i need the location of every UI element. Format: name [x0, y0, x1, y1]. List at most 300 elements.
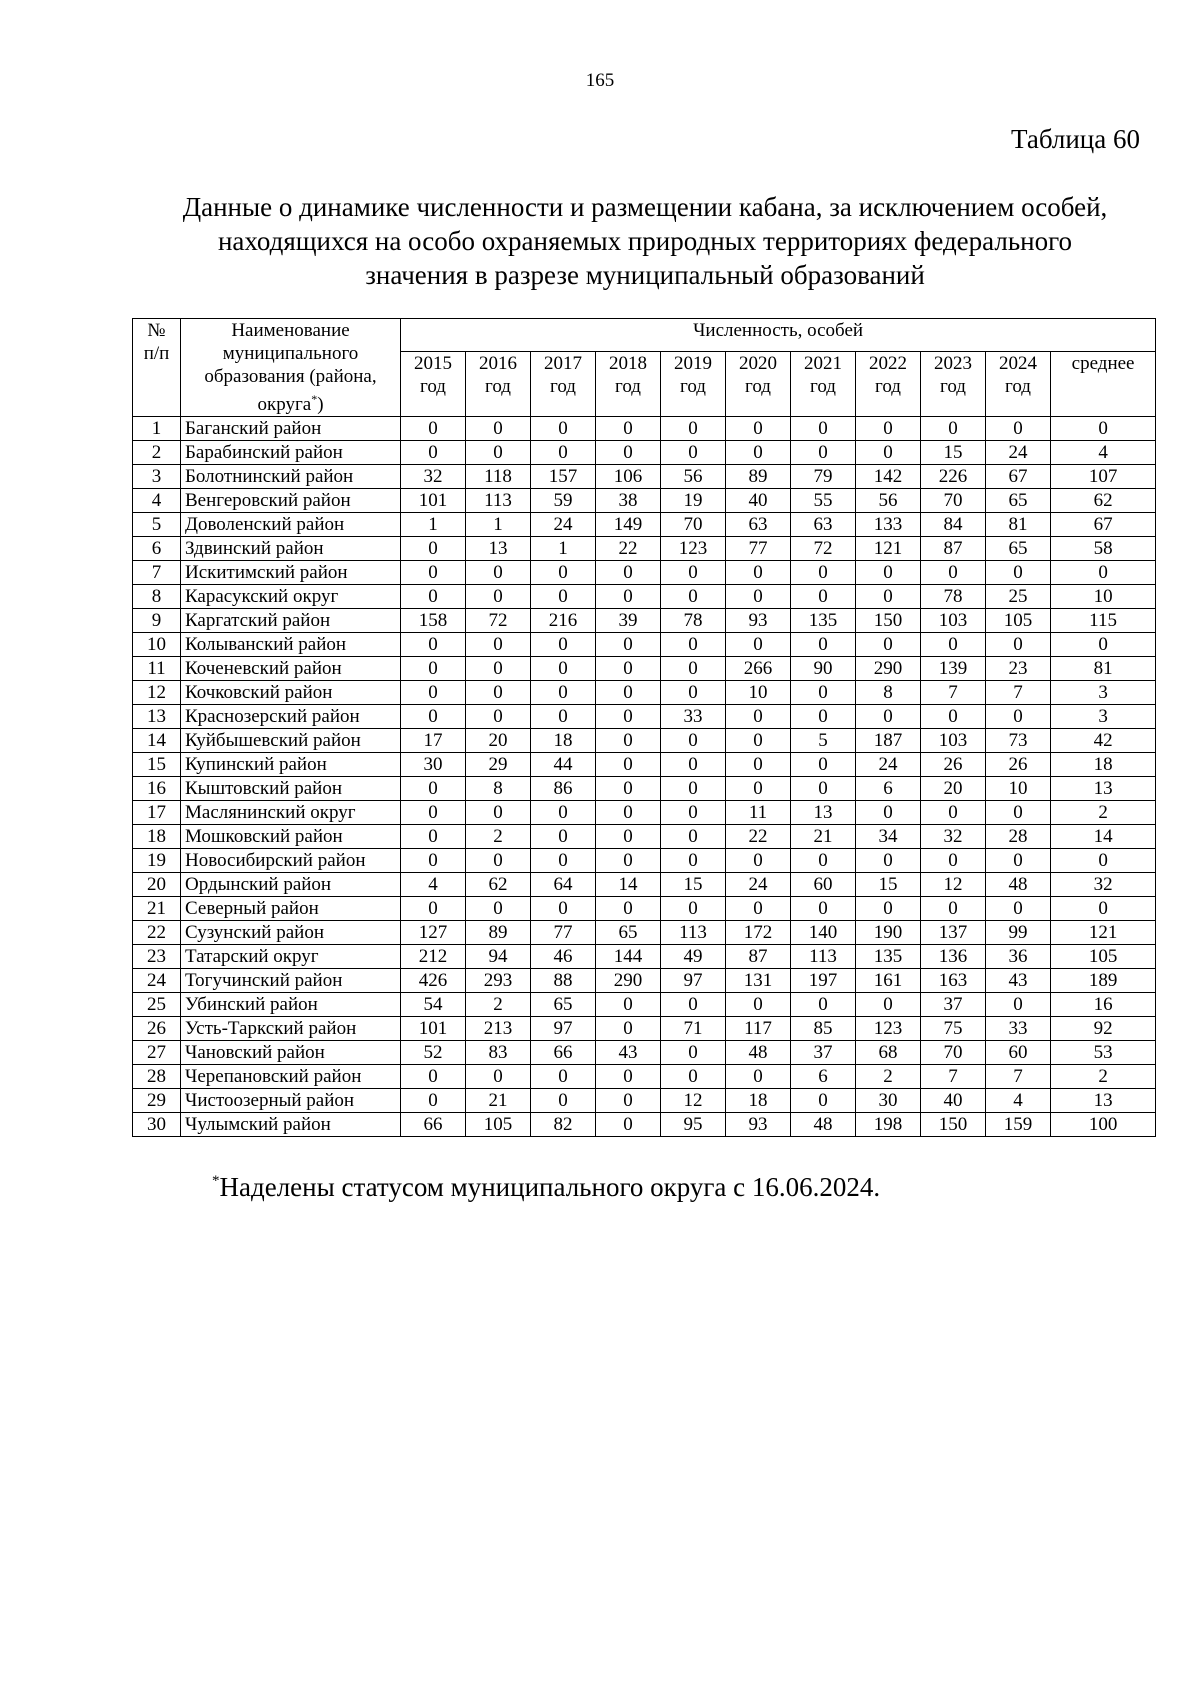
count-cell: 87: [921, 537, 986, 561]
count-cell: 39: [596, 609, 661, 633]
count-cell: 68: [856, 1041, 921, 1065]
count-cell: 0: [596, 705, 661, 729]
average-cell: 18: [1051, 753, 1156, 777]
count-cell: 52: [401, 1041, 466, 1065]
header-year-value: 2021: [804, 353, 842, 375]
count-cell: 0: [856, 801, 921, 825]
row-number: 9: [133, 609, 181, 633]
count-cell: 150: [921, 1113, 986, 1137]
district-name: Краснозерский район: [181, 705, 401, 729]
count-cell: 6: [856, 777, 921, 801]
average-cell: 100: [1051, 1113, 1156, 1137]
table-title-line: находящихся на особо охраняемых природных территориях федерального: [217, 226, 1073, 256]
table-row: [133, 777, 1156, 801]
count-cell: 0: [986, 897, 1051, 921]
count-cell: 0: [466, 801, 531, 825]
count-cell: 65: [596, 921, 661, 945]
header-year-unit: год: [485, 376, 511, 398]
average-cell: 0: [1051, 417, 1156, 441]
header-name-close: ): [317, 394, 324, 415]
average-cell: 16: [1051, 993, 1156, 1017]
footnote-text: Наделены статусом муниципального округа с 16.06.2024.: [219, 1172, 881, 1202]
header-year-value: 2022: [869, 353, 907, 375]
district-name: Чановский район: [181, 1041, 401, 1065]
row-number: 7: [133, 561, 181, 585]
count-cell: 32: [401, 465, 466, 489]
count-cell: 0: [596, 777, 661, 801]
row-number: 3: [133, 465, 181, 489]
count-cell: 0: [661, 585, 726, 609]
count-cell: 48: [726, 1041, 791, 1065]
count-cell: 54: [401, 993, 466, 1017]
table-row: [133, 825, 1156, 849]
row-number: 6: [133, 537, 181, 561]
count-cell: 0: [986, 801, 1051, 825]
count-cell: 0: [466, 681, 531, 705]
header-name: [181, 319, 401, 417]
count-cell: 0: [401, 681, 466, 705]
count-cell: 216: [531, 609, 596, 633]
count-cell: 0: [791, 633, 856, 657]
count-cell: 0: [596, 993, 661, 1017]
table-row: [133, 897, 1156, 921]
district-name: Убинский район: [181, 993, 401, 1017]
count-cell: 0: [726, 705, 791, 729]
district-name: Баганский район: [181, 417, 401, 441]
count-cell: 0: [531, 1089, 596, 1113]
count-cell: 7: [921, 1065, 986, 1089]
table-row: [133, 705, 1156, 729]
header-year: [401, 352, 466, 417]
district-name: Черепановский район: [181, 1065, 401, 1089]
count-cell: 1: [401, 513, 466, 537]
count-cell: 11: [726, 801, 791, 825]
count-cell: 2: [466, 825, 531, 849]
count-cell: 26: [986, 753, 1051, 777]
header-year: [921, 352, 986, 417]
count-cell: 0: [726, 777, 791, 801]
header-average: среднее: [1051, 352, 1156, 417]
count-cell: 0: [726, 441, 791, 465]
count-cell: 149: [596, 513, 661, 537]
count-cell: 0: [596, 801, 661, 825]
count-cell: 0: [466, 657, 531, 681]
count-cell: 65: [986, 537, 1051, 561]
header-year: [986, 352, 1051, 417]
count-cell: 8: [856, 681, 921, 705]
district-name: Новосибирский район: [181, 849, 401, 873]
count-cell: 0: [791, 585, 856, 609]
average-cell: 115: [1051, 609, 1156, 633]
table-row: [133, 441, 1156, 465]
count-cell: 48: [986, 873, 1051, 897]
count-cell: 18: [726, 1089, 791, 1113]
row-number: 21: [133, 897, 181, 921]
average-cell: 58: [1051, 537, 1156, 561]
district-name: Сузунский район: [181, 921, 401, 945]
header-number-line1: №: [147, 320, 166, 341]
count-cell: 0: [661, 417, 726, 441]
district-name: Купинский район: [181, 753, 401, 777]
count-cell: 0: [726, 897, 791, 921]
average-cell: 62: [1051, 489, 1156, 513]
count-cell: 43: [596, 1041, 661, 1065]
average-cell: 32: [1051, 873, 1156, 897]
count-cell: 97: [531, 1017, 596, 1041]
average-cell: 105: [1051, 945, 1156, 969]
header-year-unit: год: [1005, 376, 1031, 398]
average-cell: 121: [1051, 921, 1156, 945]
table-row: [133, 417, 1156, 441]
count-cell: 0: [986, 849, 1051, 873]
count-cell: 150: [856, 609, 921, 633]
count-cell: 14: [596, 873, 661, 897]
row-number: 24: [133, 969, 181, 993]
count-cell: 30: [401, 753, 466, 777]
average-cell: 13: [1051, 1089, 1156, 1113]
average-cell: 2: [1051, 1065, 1156, 1089]
district-name: Колыванский район: [181, 633, 401, 657]
count-cell: 0: [791, 417, 856, 441]
count-cell: 93: [726, 609, 791, 633]
count-cell: 73: [986, 729, 1051, 753]
count-cell: 0: [401, 801, 466, 825]
count-cell: 190: [856, 921, 921, 945]
district-name: Доволенский район: [181, 513, 401, 537]
count-cell: 113: [661, 921, 726, 945]
count-cell: 0: [401, 849, 466, 873]
count-cell: 0: [661, 657, 726, 681]
count-cell: 37: [921, 993, 986, 1017]
count-cell: 101: [401, 1017, 466, 1041]
count-cell: 15: [921, 441, 986, 465]
count-cell: 79: [791, 465, 856, 489]
header-year-value: 2018: [609, 353, 647, 375]
count-cell: 0: [531, 633, 596, 657]
count-cell: 0: [856, 705, 921, 729]
count-cell: 87: [726, 945, 791, 969]
count-cell: 123: [856, 1017, 921, 1041]
district-name: Чулымский район: [181, 1113, 401, 1137]
table-row: [133, 849, 1156, 873]
table-row: [133, 801, 1156, 825]
count-cell: 29: [466, 753, 531, 777]
count-cell: 0: [531, 1065, 596, 1089]
count-cell: 0: [596, 441, 661, 465]
header-year-unit: год: [940, 376, 966, 398]
count-cell: 0: [401, 1089, 466, 1113]
header-year-value: 2019: [674, 353, 712, 375]
table-row: [133, 1065, 1156, 1089]
count-cell: 0: [661, 753, 726, 777]
count-cell: 0: [596, 1089, 661, 1113]
count-cell: 105: [986, 609, 1051, 633]
average-cell: 42: [1051, 729, 1156, 753]
count-cell: 212: [401, 945, 466, 969]
table-title-line: Данные о динамике численности и размещении кабана, за исключением особей,: [182, 192, 1108, 222]
table-row: [133, 633, 1156, 657]
count-cell: 0: [921, 561, 986, 585]
count-cell: 0: [921, 897, 986, 921]
count-cell: 75: [921, 1017, 986, 1041]
count-cell: 0: [466, 417, 531, 441]
count-cell: 0: [856, 441, 921, 465]
count-cell: 19: [661, 489, 726, 513]
count-cell: 0: [661, 681, 726, 705]
row-number: 2: [133, 441, 181, 465]
count-cell: 0: [596, 849, 661, 873]
count-cell: 2: [466, 993, 531, 1017]
count-cell: 0: [856, 633, 921, 657]
average-cell: 0: [1051, 849, 1156, 873]
count-cell: 133: [856, 513, 921, 537]
count-cell: 6: [791, 1065, 856, 1089]
count-cell: 0: [466, 849, 531, 873]
count-cell: 290: [596, 969, 661, 993]
count-cell: 0: [921, 801, 986, 825]
count-cell: 137: [921, 921, 986, 945]
count-cell: 23: [986, 657, 1051, 681]
row-number: 17: [133, 801, 181, 825]
count-cell: 0: [531, 849, 596, 873]
count-cell: 0: [856, 561, 921, 585]
count-cell: 0: [401, 537, 466, 561]
count-cell: 0: [531, 585, 596, 609]
district-name: Болотнинский район: [181, 465, 401, 489]
count-cell: 0: [921, 705, 986, 729]
row-number: 20: [133, 873, 181, 897]
average-cell: 3: [1051, 681, 1156, 705]
count-cell: 21: [791, 825, 856, 849]
count-cell: 0: [856, 417, 921, 441]
count-cell: 64: [531, 873, 596, 897]
count-cell: 0: [791, 849, 856, 873]
count-cell: 293: [466, 969, 531, 993]
header-year: [726, 352, 791, 417]
count-cell: 0: [726, 585, 791, 609]
count-cell: 0: [531, 441, 596, 465]
count-cell: 70: [921, 1041, 986, 1065]
count-cell: 139: [921, 657, 986, 681]
count-cell: 90: [791, 657, 856, 681]
count-cell: 172: [726, 921, 791, 945]
count-cell: 158: [401, 609, 466, 633]
count-cell: 55: [791, 489, 856, 513]
table-row: [133, 1113, 1156, 1137]
footnote: [212, 1172, 880, 1203]
table-body: [133, 417, 1156, 1137]
count-cell: 34: [856, 825, 921, 849]
count-cell: 40: [921, 1089, 986, 1113]
district-name: Маслянинский округ: [181, 801, 401, 825]
count-cell: 72: [791, 537, 856, 561]
count-cell: 70: [661, 513, 726, 537]
count-cell: 0: [466, 561, 531, 585]
table-row: [133, 585, 1156, 609]
footnote-marker: *: [212, 1173, 220, 1189]
count-cell: 0: [596, 729, 661, 753]
district-name: Карасукский округ: [181, 585, 401, 609]
district-name: Искитимский район: [181, 561, 401, 585]
count-cell: 0: [596, 1017, 661, 1041]
row-number: 28: [133, 1065, 181, 1089]
count-cell: 66: [401, 1113, 466, 1137]
count-cell: 121: [856, 537, 921, 561]
count-cell: 28: [986, 825, 1051, 849]
count-cell: 131: [726, 969, 791, 993]
count-cell: 0: [986, 993, 1051, 1017]
average-cell: 0: [1051, 633, 1156, 657]
count-cell: 213: [466, 1017, 531, 1041]
count-cell: 84: [921, 513, 986, 537]
count-cell: 0: [791, 441, 856, 465]
count-cell: 22: [596, 537, 661, 561]
count-cell: 0: [401, 585, 466, 609]
count-cell: 72: [466, 609, 531, 633]
count-cell: 5: [791, 729, 856, 753]
count-cell: 0: [596, 1113, 661, 1137]
count-cell: 0: [661, 849, 726, 873]
count-cell: 159: [986, 1113, 1051, 1137]
header-year-value: 2023: [934, 353, 972, 375]
row-number: 18: [133, 825, 181, 849]
count-cell: 85: [791, 1017, 856, 1041]
count-cell: 0: [726, 633, 791, 657]
count-cell: 43: [986, 969, 1051, 993]
count-cell: 117: [726, 1017, 791, 1041]
average-cell: 13: [1051, 777, 1156, 801]
average-cell: 10: [1051, 585, 1156, 609]
count-cell: 0: [791, 561, 856, 585]
count-cell: 0: [401, 897, 466, 921]
header-year-value: 2024: [999, 353, 1037, 375]
count-cell: 0: [856, 897, 921, 921]
count-cell: 0: [921, 849, 986, 873]
count-cell: 0: [401, 705, 466, 729]
count-cell: 94: [466, 945, 531, 969]
district-name: Куйбышевский район: [181, 729, 401, 753]
count-cell: 24: [986, 441, 1051, 465]
table-row: [133, 729, 1156, 753]
count-cell: 426: [401, 969, 466, 993]
district-name: Кыштовский район: [181, 777, 401, 801]
average-cell: 4: [1051, 441, 1156, 465]
count-cell: 157: [531, 465, 596, 489]
header-year: [856, 352, 921, 417]
count-cell: 1: [466, 513, 531, 537]
count-cell: 0: [401, 657, 466, 681]
average-cell: 14: [1051, 825, 1156, 849]
row-number: 30: [133, 1113, 181, 1137]
district-name: Венгеровский район: [181, 489, 401, 513]
count-cell: 0: [726, 729, 791, 753]
count-cell: 123: [661, 537, 726, 561]
table-row: [133, 657, 1156, 681]
count-cell: 0: [466, 585, 531, 609]
row-number: 14: [133, 729, 181, 753]
count-cell: 20: [921, 777, 986, 801]
count-cell: 0: [531, 561, 596, 585]
row-number: 1: [133, 417, 181, 441]
count-cell: 24: [531, 513, 596, 537]
district-name: Мошковский район: [181, 825, 401, 849]
count-cell: 0: [596, 897, 661, 921]
header-year-unit: год: [550, 376, 576, 398]
count-cell: 0: [661, 561, 726, 585]
average-cell: 81: [1051, 657, 1156, 681]
count-cell: 0: [531, 801, 596, 825]
district-name: Чистоозерный район: [181, 1089, 401, 1113]
count-cell: 78: [661, 609, 726, 633]
average-cell: 189: [1051, 969, 1156, 993]
count-cell: 266: [726, 657, 791, 681]
count-cell: 81: [986, 513, 1051, 537]
count-cell: 0: [791, 897, 856, 921]
count-cell: 12: [921, 873, 986, 897]
count-cell: 0: [596, 1065, 661, 1089]
count-cell: 0: [401, 825, 466, 849]
page-number: 165: [585, 70, 615, 91]
table-row: [133, 681, 1156, 705]
average-cell: 2: [1051, 801, 1156, 825]
count-cell: 0: [791, 777, 856, 801]
table-row: [133, 513, 1156, 537]
count-cell: 113: [791, 945, 856, 969]
table-row: [133, 561, 1156, 585]
count-cell: 106: [596, 465, 661, 489]
district-name: Ордынский район: [181, 873, 401, 897]
count-cell: 0: [661, 633, 726, 657]
count-cell: 0: [726, 1065, 791, 1089]
count-cell: 0: [401, 633, 466, 657]
count-cell: 197: [791, 969, 856, 993]
row-number: 8: [133, 585, 181, 609]
count-cell: 0: [791, 1089, 856, 1113]
count-cell: 0: [661, 1065, 726, 1089]
count-cell: 0: [661, 441, 726, 465]
count-cell: 24: [726, 873, 791, 897]
count-cell: 40: [726, 489, 791, 513]
header-year-unit: год: [615, 376, 641, 398]
row-number: 13: [133, 705, 181, 729]
count-cell: 0: [531, 417, 596, 441]
row-number: 23: [133, 945, 181, 969]
table-row: [133, 873, 1156, 897]
header-number-line2: п/п: [143, 343, 170, 364]
count-cell: 62: [466, 873, 531, 897]
count-cell: 13: [466, 537, 531, 561]
row-number: 15: [133, 753, 181, 777]
header-number: [133, 319, 181, 417]
row-number: 12: [133, 681, 181, 705]
table-row: [133, 609, 1156, 633]
district-name: Тогучинский район: [181, 969, 401, 993]
count-cell: 0: [596, 681, 661, 705]
count-cell: 93: [726, 1113, 791, 1137]
count-cell: 226: [921, 465, 986, 489]
count-cell: 187: [856, 729, 921, 753]
count-cell: 0: [466, 1065, 531, 1089]
count-cell: 83: [466, 1041, 531, 1065]
count-cell: 17: [401, 729, 466, 753]
table-title: [120, 190, 1170, 292]
count-cell: 0: [401, 417, 466, 441]
table-row: [133, 1017, 1156, 1041]
table-header: [133, 319, 1156, 417]
count-cell: 135: [791, 609, 856, 633]
header-year-value: 2017: [544, 353, 582, 375]
count-cell: 44: [531, 753, 596, 777]
